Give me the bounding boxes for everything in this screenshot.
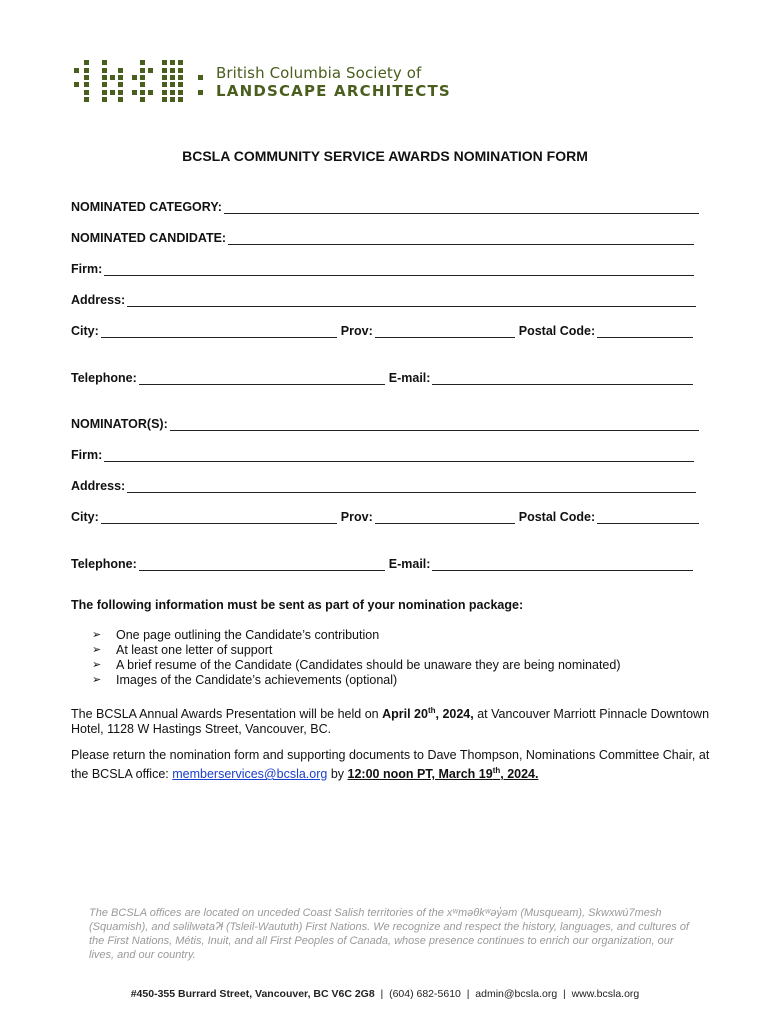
- candidate-postal-line[interactable]: [597, 326, 693, 338]
- nominator-postal-label: Postal Code:: [518, 510, 596, 524]
- candidate-prov-label: Prov:: [340, 324, 373, 338]
- footer-separator: |: [557, 988, 572, 1000]
- candidate-city-line[interactable]: [101, 326, 337, 338]
- nominator-city-line[interactable]: [101, 512, 337, 524]
- candidate-prov-line[interactable]: [375, 326, 515, 338]
- bcsla-logo: [74, 60, 451, 104]
- logo-wordmark: [216, 64, 451, 100]
- nominated-category-field[interactable]: [71, 198, 699, 214]
- nominators-label: NOMINATOR(S):: [71, 417, 168, 431]
- candidate-telephone-line[interactable]: [139, 373, 385, 385]
- footer-website[interactable]: www.bcsla.org: [571, 988, 640, 1000]
- nominator-firm-line[interactable]: [104, 450, 694, 462]
- footer-separator: |: [374, 988, 390, 1000]
- candidate-firm-line[interactable]: [104, 264, 694, 276]
- nominator-address-line[interactable]: [127, 481, 696, 493]
- arrow-bullet-icon: ➢: [92, 629, 102, 641]
- candidate-address-line[interactable]: [127, 295, 696, 307]
- presentation-date-year: , 2024,: [435, 707, 474, 722]
- nominator-telephone-line[interactable]: [139, 559, 385, 571]
- nominator-email-line[interactable]: [432, 559, 693, 571]
- requirements-list: [92, 628, 621, 688]
- nominator-prov-line[interactable]: [375, 512, 515, 524]
- footer-email[interactable]: admin@bcsla.org: [475, 988, 558, 1000]
- requirement-text: At least one letter of support: [116, 643, 273, 657]
- deadline-main: 12:00 noon PT, March 19: [347, 767, 493, 782]
- arrow-bullet-icon: ➢: [92, 644, 102, 656]
- candidate-postal-label: Postal Code:: [518, 324, 596, 338]
- arrow-bullet-icon: ➢: [92, 674, 102, 686]
- form-title: BCSLA COMMUNITY SERVICE AWARDS NOMINATION FORM: [182, 148, 588, 164]
- footer-phone: (604) 682-5610: [389, 988, 461, 1000]
- nominated-category-line[interactable]: [224, 202, 699, 214]
- list-item: [92, 673, 621, 688]
- return-pre: Please return the nomination form and supporting documents to Dave Thompson, Nominations Committee Chair, at the BCSLA office:: [71, 748, 710, 782]
- nominator-address-label: Address:: [71, 479, 126, 493]
- nominator-telephone-label: Telephone:: [71, 557, 137, 571]
- org-name-line1: British Columbia Society of: [216, 64, 422, 82]
- list-item: [92, 658, 621, 673]
- nominated-candidate-field[interactable]: [71, 229, 694, 245]
- candidate-city-label: City:: [71, 324, 99, 338]
- footer-address: #450-355 Burrard Street, Vancouver, BC V6C 2G8: [130, 988, 375, 1000]
- candidate-address-field[interactable]: [71, 291, 696, 307]
- nominator-address-field[interactable]: [71, 477, 696, 493]
- org-name-line2: LANDSCAPE ARCHITECTS: [216, 82, 451, 100]
- nominated-category-label: NOMINATED CATEGORY:: [71, 200, 222, 214]
- list-item: [92, 643, 621, 658]
- bcsla-logo-mark: [74, 60, 208, 104]
- footer-separator: |: [460, 988, 476, 1000]
- candidate-email-label: E-mail:: [388, 371, 431, 385]
- nominator-contact-row: [71, 555, 693, 571]
- return-paragraph: [71, 748, 711, 782]
- footer: [0, 988, 770, 1000]
- nominator-city-label: City:: [71, 510, 99, 524]
- nominator-firm-field[interactable]: [71, 446, 694, 462]
- nominator-prov-label: Prov:: [340, 510, 373, 524]
- requirements-intro: The following information must be sent as part of your nomination package:: [71, 598, 524, 612]
- nominators-field[interactable]: [71, 415, 699, 431]
- candidate-contact-row: [71, 369, 693, 385]
- candidate-city-row: [71, 322, 693, 338]
- nominated-candidate-line[interactable]: [228, 233, 694, 245]
- arrow-bullet-icon: ➢: [92, 659, 102, 671]
- presentation-post: at Vancouver Marriott Pinnacle Downtown Hotel, 1128 W Hastings Street, Vancouver, BC.: [71, 707, 710, 737]
- nominators-line[interactable]: [170, 419, 699, 431]
- return-by: by: [327, 767, 348, 782]
- land-acknowledgement: The BCSLA offices are located on unceded Coast Salish territories of the xʷməθkʷəy̓əm (Musqueam), Skwxwú7mesh (Squamish), and səlilwətaʔɬ (Tsleil-Waututh) First Nations. We recognize and respect the history, languages, and cultures of the First Nations, Métis, Inuit, and all First Peoples of Canada, whose presence continues to enrich our organization, our lives, and our country.: [89, 907, 689, 961]
- requirement-text: A brief resume of the Candidate (Candidates should be unaware they are being nominated): [116, 658, 621, 672]
- deadline: [348, 767, 539, 781]
- presentation-paragraph: [71, 703, 711, 737]
- candidate-firm-field[interactable]: [71, 260, 694, 276]
- presentation-date-sup: th: [427, 706, 436, 715]
- candidate-firm-label: Firm:: [71, 262, 103, 276]
- nominator-email-label: E-mail:: [388, 557, 431, 571]
- requirement-text: One page outlining the Candidate’s contribution: [116, 628, 380, 642]
- deadline-sup: th: [492, 766, 501, 775]
- nominator-firm-label: Firm:: [71, 448, 103, 462]
- candidate-address-label: Address:: [71, 293, 126, 307]
- presentation-pre: The BCSLA Annual Awards Presentation will be held on: [71, 707, 383, 722]
- nominated-candidate-label: NOMINATED CANDIDATE:: [71, 231, 227, 245]
- nominator-city-row: [71, 508, 699, 524]
- deadline-year: , 2024.: [500, 767, 539, 782]
- candidate-email-line[interactable]: [432, 373, 693, 385]
- nominator-postal-line[interactable]: [597, 512, 699, 524]
- candidate-telephone-label: Telephone:: [71, 371, 137, 385]
- presentation-date-main: April 20: [382, 707, 428, 722]
- requirement-text: Images of the Candidate’s achievements (optional): [116, 673, 398, 687]
- member-services-email-link[interactable]: memberservices@bcsla.org: [172, 767, 328, 782]
- list-item: [92, 628, 621, 643]
- presentation-date: [382, 707, 474, 721]
